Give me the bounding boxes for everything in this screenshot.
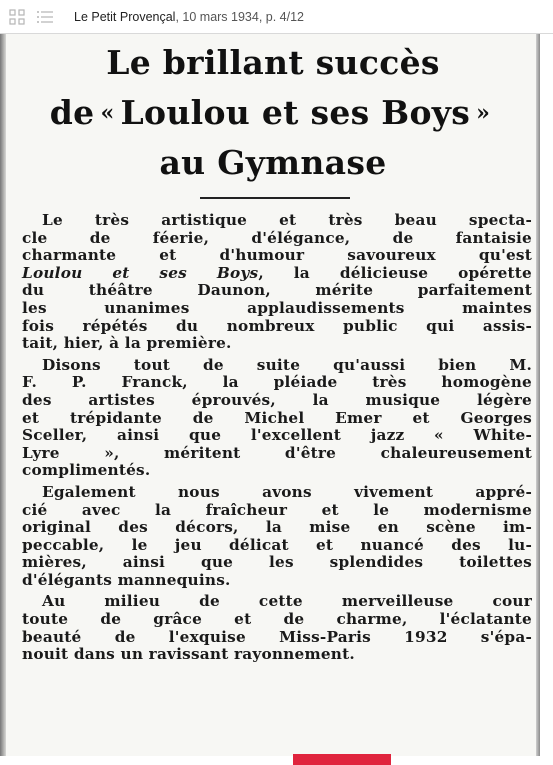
article-paragraph bbox=[22, 484, 532, 590]
article-line: Le très artistique et très beau specta- bbox=[42, 211, 532, 229]
document-title[interactable] bbox=[74, 10, 304, 24]
scan-left-edge bbox=[0, 34, 6, 756]
list-icon[interactable] bbox=[34, 6, 56, 28]
article-line: complimentés. bbox=[22, 461, 151, 480]
article-paragraph bbox=[22, 593, 532, 663]
horizontal-scroll-thumb[interactable] bbox=[293, 754, 391, 765]
article-line: beauté de l'exquise Miss-Paris 1932 s'épa- bbox=[22, 627, 532, 646]
article-headline bbox=[18, 38, 528, 188]
article-line: F. P. Franck, la pléiade très homogène bbox=[22, 373, 532, 392]
article-line: cle de féerie, d'élégance, de fantaisie bbox=[22, 228, 532, 247]
article-line: d'élégants mannequins. bbox=[22, 570, 231, 589]
article-line: du théâtre Daunon, mérite parfaitement bbox=[22, 281, 532, 300]
article-line: Lyre », méritent d'être chaleureusement bbox=[22, 443, 532, 462]
scan-right-edge bbox=[536, 34, 540, 756]
viewer-toolbar bbox=[0, 0, 553, 34]
article-line: Disons tout de suite qu'aussi bien M. bbox=[42, 355, 532, 374]
headline-line-1: Le brillant succès bbox=[106, 43, 440, 82]
article-line: original des décors, la mise en scène im- bbox=[22, 518, 532, 537]
article-line: mières, ainsi que les splendides toilettes bbox=[22, 553, 532, 572]
headline-open-quote: « bbox=[100, 100, 115, 126]
article-body bbox=[22, 212, 532, 668]
article-line: nouit dans un ravissant rayonnement. bbox=[22, 645, 355, 664]
headline-rule bbox=[200, 197, 350, 199]
article-line: peccable, le jeu délicat et nuancé des lu- bbox=[22, 535, 532, 554]
document-viewer[interactable] bbox=[0, 34, 553, 765]
thumbnails-grid-icon[interactable] bbox=[6, 6, 28, 28]
article-line: les unanimes applaudissements maintes bbox=[22, 298, 532, 317]
article-line: Loulou et ses Boys, la délicieuse opérette bbox=[22, 263, 532, 282]
vertical-scroll-track[interactable] bbox=[541, 34, 553, 765]
article-line: toute de grâce et de charme, l'éclatante bbox=[22, 610, 532, 629]
article-line: fois répétés du nombreux public qui assis- bbox=[22, 316, 532, 335]
headline-de: de bbox=[49, 93, 95, 132]
headline-close-quote: » bbox=[476, 100, 491, 126]
article-paragraph bbox=[22, 212, 532, 353]
article-line: Au milieu de cette merveilleuse cour bbox=[42, 592, 532, 611]
article-line: Sceller, ainsi que l'excellent jazz « White- bbox=[22, 426, 532, 445]
scanned-page[interactable] bbox=[0, 34, 540, 756]
article-line: Egalement nous avons vivement appré- bbox=[42, 482, 532, 501]
article-line: charmante et d'humour savoureux qu'est bbox=[22, 246, 532, 265]
article-paragraph bbox=[22, 357, 532, 480]
article-line: cié avec la fraîcheur et le modernisme bbox=[22, 500, 532, 519]
source-meta: , 10 mars 1934, p. 4/12 bbox=[175, 9, 305, 24]
article-line: des artistes éprouvés, la musique légère bbox=[22, 390, 532, 409]
headline-show-title: Loulou et ses Boys bbox=[120, 93, 471, 132]
article-line: tait, hier, à la première. bbox=[22, 334, 232, 353]
headline-line-2 bbox=[18, 88, 528, 138]
source-name: Le Petit Provençal bbox=[74, 9, 176, 24]
article-line: et trépidante de Michel Emer et Georges bbox=[22, 408, 532, 427]
headline-line-3: au Gymnase bbox=[159, 143, 387, 182]
